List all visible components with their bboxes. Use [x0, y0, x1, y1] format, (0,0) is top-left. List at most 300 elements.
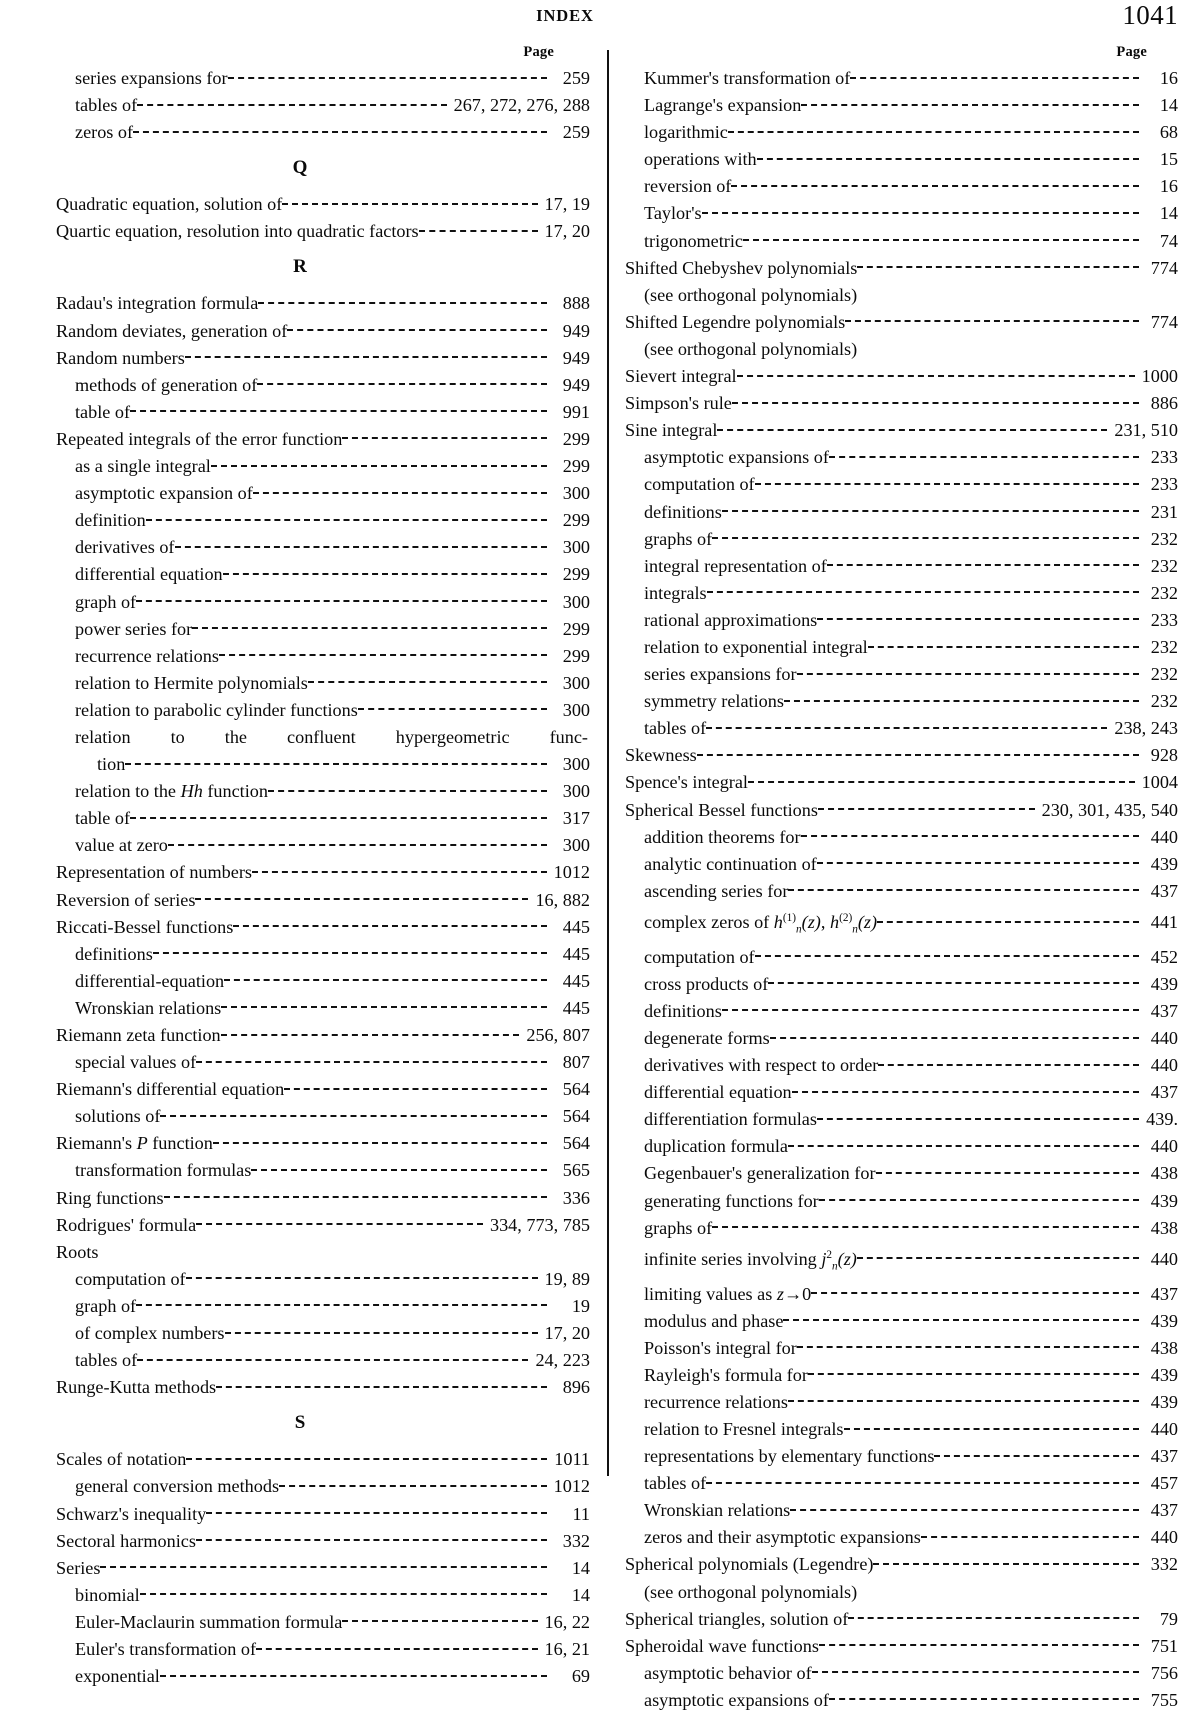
dot-leader: [697, 743, 1139, 761]
dot-leader: [185, 345, 547, 363]
index-entry: [625, 769, 1178, 796]
index-entry-pages: 452: [1150, 946, 1178, 967]
index-entry-pages: 1004: [1141, 772, 1178, 793]
index-entry: [56, 1347, 590, 1374]
index-entry: [56, 1374, 590, 1401]
index-entry-term: Spherical polynomials (Legendre): [625, 1554, 874, 1575]
index-entry-term: Quadratic equation, solution of: [56, 194, 283, 215]
dot-leader: [783, 1308, 1139, 1326]
dot-leader: [186, 1447, 547, 1465]
index-entry-pages: 299: [562, 456, 590, 477]
index-entry-pages: 438: [1150, 1337, 1178, 1358]
index-entry-term: relation to exponential integral: [644, 636, 868, 657]
index-entry-pages: 445: [562, 970, 590, 991]
index-entry: [56, 1663, 590, 1690]
index-entry-term: differential-equation: [75, 970, 225, 991]
index-entry-pages: 1012: [553, 1476, 590, 1497]
dot-leader: [850, 66, 1139, 84]
dot-leader: [282, 192, 537, 210]
index-entry-list-left: [56, 65, 590, 1690]
index-entry-pages: 267, 272, 276, 288: [453, 95, 590, 116]
index-entry-pages: 299: [562, 510, 590, 531]
dot-leader: [728, 120, 1139, 138]
index-entry: [625, 444, 1178, 471]
index-entry: [625, 1308, 1178, 1335]
index-entry-term: special values of: [75, 1052, 197, 1073]
dot-leader: [857, 255, 1139, 273]
index-entry-pages: 437: [1150, 880, 1178, 901]
index-entry: [625, 65, 1178, 92]
index-entry: [56, 218, 590, 245]
index-entry-pages: 24, 223: [535, 1350, 590, 1371]
dot-leader: [219, 644, 547, 662]
index-entry: [625, 742, 1178, 769]
dot-leader: [196, 1212, 483, 1230]
index-entry: [56, 751, 590, 778]
index-entry-pages: 439: [1150, 853, 1178, 874]
index-entry-pages: 232: [1150, 528, 1178, 549]
index-entry-term: transformation formulas: [75, 1160, 252, 1181]
index-entry-pages: 949: [562, 374, 590, 395]
index-entry-pages: 15: [1159, 149, 1178, 170]
index-entry-term: recurrence relations: [644, 1391, 788, 1412]
index-entry-term: zeros and their asymptotic expansions: [644, 1527, 921, 1548]
index-entry-term: Representation of numbers: [56, 862, 252, 883]
index-entry: [625, 944, 1178, 971]
index-entry-pages: 439: [1150, 1310, 1178, 1331]
index-entry-pages: 437: [1150, 1082, 1178, 1103]
dot-leader: [228, 66, 547, 84]
index-entry-pages: 441: [1150, 911, 1178, 932]
index-entry-term: Runge-Kutta methods: [56, 1377, 217, 1398]
index-entry: [625, 417, 1178, 444]
dot-leader: [722, 999, 1139, 1017]
dot-leader: [877, 910, 1139, 928]
index-entry-pages: 1000: [1141, 366, 1178, 387]
dot-leader: [717, 418, 1107, 436]
index-entry: [56, 372, 590, 399]
index-entry-pages: 230, 301, 435, 540: [1041, 799, 1178, 820]
index-entry-term: asymptotic behavior of: [644, 1662, 812, 1683]
index-entry-term: modulus and phase: [644, 1310, 784, 1331]
dot-leader: [808, 1363, 1139, 1381]
index-entry-pages: 1012: [553, 862, 590, 883]
index-entry: [625, 998, 1178, 1025]
index-entry-term: Sine integral: [625, 420, 718, 441]
running-title: INDEX: [536, 6, 594, 25]
dot-leader: [790, 1498, 1139, 1516]
index-entry-pages: 949: [562, 347, 590, 368]
dot-leader: [722, 499, 1139, 517]
index-entry: [625, 851, 1178, 878]
index-entry: [625, 971, 1178, 998]
index-entry-term: solutions of: [75, 1106, 161, 1127]
index-entry-term: symmetry relations: [644, 691, 784, 712]
index-entry-term: Spherical triangles, solution of: [625, 1608, 849, 1629]
index-entry-term: Sievert integral: [625, 366, 737, 387]
index-entry: [56, 1293, 590, 1320]
index-entry-term: Wronskian relations: [644, 1500, 791, 1521]
index-entry: [56, 914, 590, 941]
dot-leader: [186, 1267, 538, 1285]
index-entry-pages: 564: [562, 1079, 590, 1100]
index-entry: [625, 1687, 1178, 1714]
index-entry-term: Schwarz's inequality: [56, 1503, 207, 1524]
dot-leader: [755, 945, 1139, 963]
index-entry-pages: 16, 22: [544, 1611, 590, 1632]
dot-leader: [819, 1634, 1139, 1652]
dot-leader: [342, 427, 547, 445]
index-entry: [56, 887, 590, 914]
dot-leader: [223, 562, 547, 580]
index-entry-pages: 457: [1150, 1473, 1178, 1494]
index-entry-pages: 300: [562, 835, 590, 856]
index-entry-pages: 233: [1150, 447, 1178, 468]
dot-leader: [175, 535, 548, 553]
index-entry: [56, 1212, 590, 1239]
index-entry-list-right: [625, 65, 1178, 1714]
index-entry-pages: 440: [1150, 826, 1178, 847]
dot-leader: [797, 662, 1139, 680]
dot-leader: [934, 1444, 1139, 1462]
index-entry-term: derivatives of: [75, 537, 175, 558]
index-entry: [625, 1215, 1178, 1242]
index-entry: [625, 1362, 1178, 1389]
index-entry-pages: 565: [562, 1160, 590, 1181]
index-entry: [56, 1446, 590, 1473]
dot-leader: [256, 1637, 537, 1655]
index-entry-pages: 439: [1150, 973, 1178, 994]
dot-leader: [268, 779, 547, 797]
index-entry: [625, 661, 1178, 688]
index-entry-pages: 437: [1150, 1000, 1178, 1021]
index-entry-term: general conversion methods: [75, 1476, 280, 1497]
index-entry: [56, 119, 590, 146]
dot-leader: [876, 1161, 1139, 1179]
dot-leader: [788, 879, 1139, 897]
index-entry-pages: 19: [571, 1295, 590, 1316]
index-entry-noleader: (see orthogonal polynomials): [644, 284, 858, 305]
index-entry: [625, 363, 1178, 390]
dot-leader: [732, 391, 1139, 409]
index-entry-pages: 79: [1159, 1608, 1178, 1629]
index-entry: [56, 1266, 590, 1293]
index-entry-pages: 232: [1150, 664, 1178, 685]
dot-leader: [196, 1050, 547, 1068]
index-entry-pages: 74: [1159, 230, 1178, 251]
dot-leader: [788, 1134, 1139, 1152]
dot-leader: [712, 1215, 1139, 1233]
index-entry-pages: 1011: [554, 1449, 590, 1470]
index-entry-pages: 14: [1159, 203, 1178, 224]
index-entry-term: representations by elementary functions: [644, 1446, 935, 1467]
dot-leader: [817, 608, 1139, 626]
index-entry-pages: 445: [562, 997, 590, 1018]
index-entry-pages: 300: [562, 699, 590, 720]
index-entry-term: Repeated integrals of the error function: [56, 428, 343, 449]
dot-leader: [878, 1053, 1139, 1071]
index-entry-term: Wronskian relations: [75, 997, 222, 1018]
dot-leader: [801, 824, 1139, 842]
dot-leader: [819, 1188, 1139, 1206]
index-entry: [56, 65, 590, 92]
index-entry: [625, 1633, 1178, 1660]
index-entry: [56, 616, 590, 643]
index-entry: [56, 453, 590, 480]
dot-leader: [817, 1107, 1139, 1125]
dot-leader: [133, 120, 547, 138]
index-entry: [625, 1389, 1178, 1416]
dot-leader: [737, 364, 1135, 382]
index-entry: [56, 561, 590, 588]
index-columns: [0, 44, 1196, 1714]
index-entry-term: series expansions for: [75, 68, 228, 88]
dot-leader: [818, 797, 1035, 815]
index-entry-pages: 751: [1150, 1635, 1178, 1656]
dot-leader: [768, 972, 1139, 990]
index-entry-pages: 440: [1150, 1527, 1178, 1548]
index-entry-continued-line: relation to the confluent hypergeometric func-: [75, 726, 588, 747]
index-entry-pages: 774: [1150, 311, 1178, 332]
index-entry-term: Riemann zeta function: [56, 1025, 221, 1045]
dot-leader: [221, 996, 547, 1014]
dot-leader: [225, 1321, 538, 1339]
index-entry: [625, 1470, 1178, 1497]
index-entry: [625, 200, 1178, 227]
index-entry-pages: 334, 773, 785: [489, 1214, 590, 1235]
index-entry-term: graphs of: [644, 1217, 713, 1238]
index-entry-term: relation to the Hh function: [75, 781, 268, 802]
section-letter-heading: Q: [292, 157, 308, 179]
index-entry-pages: 336: [562, 1187, 590, 1208]
index-entry-term: Poisson's integral for: [644, 1337, 797, 1358]
dot-leader: [848, 1606, 1139, 1624]
index-entry-term: differential equation: [75, 564, 223, 585]
index-entry-pages: 928: [1150, 745, 1178, 766]
index-entry: [625, 1524, 1178, 1551]
index-entry-term: tables of: [644, 1473, 707, 1494]
index-column-left: [0, 44, 608, 1714]
index-entry-pages: 232: [1150, 691, 1178, 712]
index-entry-pages: 440: [1150, 1027, 1178, 1048]
dot-leader: [287, 318, 547, 336]
index-entry-term: derivatives with respect to order: [644, 1055, 879, 1076]
index-entry: [625, 1551, 1178, 1578]
index-entry-pages: 300: [562, 537, 590, 558]
index-entry-pages: 564: [562, 1133, 590, 1154]
index-entry: [625, 228, 1178, 255]
index-entry-term: Taylor's: [644, 203, 702, 224]
index-entry-term: limiting values as z→0: [644, 1283, 812, 1304]
index-entry-pages: 299: [562, 618, 590, 639]
dot-leader: [868, 635, 1139, 653]
section-letter-heading: R: [293, 256, 307, 278]
dot-leader: [817, 852, 1139, 870]
index-entry: [625, 1606, 1178, 1633]
index-entry: [56, 697, 590, 724]
dot-leader: [702, 201, 1139, 219]
index-entry-term: binomial: [75, 1584, 140, 1605]
index-entry: [56, 426, 590, 453]
dot-leader: [195, 887, 528, 905]
index-entry: [56, 1157, 590, 1184]
index-entry-pages: 68: [1159, 122, 1178, 143]
index-entry: [625, 1335, 1178, 1362]
index-entry-term: Kummer's transformation of: [644, 68, 851, 88]
dot-leader: [137, 1348, 528, 1366]
index-entry-term: methods of generation of: [75, 374, 258, 395]
index-entry: [56, 290, 590, 317]
index-entry-term: integrals: [644, 582, 707, 603]
index-entry-term: degenerate forms: [644, 1027, 770, 1048]
index-entry: [625, 526, 1178, 553]
index-entry-pages: 19, 89: [544, 1268, 590, 1289]
index-entry-term: Riccati-Bessel functions: [56, 916, 234, 937]
index-entry-term: Scales of notation: [56, 1449, 187, 1470]
index-entry-pages: 69: [571, 1666, 590, 1687]
index-entry-pages: 16: [1159, 68, 1178, 88]
index-entry-term: Spherical Bessel functions: [625, 799, 818, 820]
index-entry-pages: 299: [562, 428, 590, 449]
index-entry-pages: 439: [1150, 1364, 1178, 1385]
index-entry-term: Shifted Chebyshev polynomials: [625, 257, 858, 278]
index-entry-term: integral representation of: [644, 555, 827, 576]
dot-leader: [342, 1610, 537, 1628]
index-entry: [625, 1497, 1178, 1524]
index-entry-pages: 300: [562, 483, 590, 504]
index-entry-pages: 231, 510: [1114, 420, 1178, 441]
dot-leader: [829, 1688, 1139, 1706]
dot-leader: [757, 147, 1139, 165]
index-entry-term: Ring functions: [56, 1187, 164, 1208]
index-entry: [56, 643, 590, 670]
dot-leader: [308, 671, 547, 689]
index-entry: [56, 1185, 590, 1212]
dot-leader: [845, 310, 1139, 328]
index-entry-term: duplication formula: [644, 1136, 788, 1157]
index-entry-term: graphs of: [644, 528, 713, 549]
index-entry-pages: 14: [571, 1557, 590, 1578]
index-entry-term: Euler-Maclaurin summation formula: [75, 1611, 343, 1632]
index-entry: [56, 968, 590, 995]
index-entry-term: Random deviates, generation of: [56, 320, 288, 341]
index-entry-pages: 439: [1150, 1190, 1178, 1211]
index-entry: [56, 92, 590, 119]
index-entry-term: Sectoral harmonics: [56, 1530, 196, 1551]
index-entry-pages: 896: [562, 1377, 590, 1398]
dot-leader: [419, 219, 538, 237]
index-entry-pages: 991: [562, 401, 590, 422]
index-entry: [625, 390, 1178, 417]
index-entry: [625, 824, 1178, 851]
dot-leader: [140, 1583, 547, 1601]
dot-leader: [211, 454, 547, 472]
index-entry-pages: 300: [562, 672, 590, 693]
dot-leader: [258, 291, 547, 309]
dot-leader: [146, 508, 547, 526]
index-entry-term: definitions: [644, 1000, 722, 1021]
index-entry-term: Rayleigh's formula for: [644, 1364, 808, 1385]
index-entry: [625, 1242, 1178, 1281]
index-entry: [56, 805, 590, 832]
index-entry-term: Series: [56, 1557, 101, 1578]
index-entry: [56, 1130, 590, 1157]
index-entry: [625, 119, 1178, 146]
index-entry: [56, 670, 590, 697]
index-entry-noleader: Roots: [56, 1241, 99, 1262]
index-entry-pages: 317: [562, 808, 590, 829]
index-entry: [625, 173, 1178, 200]
index-entry: [56, 1076, 590, 1103]
dot-leader: [811, 1281, 1139, 1299]
index-entry-term: tables of: [75, 95, 138, 116]
index-entry-term: exponential: [75, 1666, 160, 1687]
dot-leader: [213, 1131, 547, 1149]
index-entry-pages: 259: [562, 122, 590, 143]
index-entry-term: tables of: [75, 1350, 138, 1371]
dot-leader: [706, 716, 1107, 734]
index-entry-term: Euler's transformation of: [75, 1638, 257, 1659]
index-entry-pages: 11: [572, 1503, 590, 1524]
dot-leader: [358, 698, 547, 716]
dot-leader: [829, 445, 1139, 463]
index-entry: [625, 1416, 1178, 1443]
index-entry-pages: 445: [562, 916, 590, 937]
dot-leader: [252, 860, 547, 878]
index-entry: [56, 1636, 590, 1663]
index-entry-term: asymptotic expansion of: [75, 483, 253, 504]
index-entry-term: value at zero: [75, 835, 168, 856]
index-entry-term: differentiation formulas: [644, 1109, 817, 1130]
index-entry-pages: 17, 20: [544, 221, 590, 242]
index-entry-term: Riemann's differential equation: [56, 1079, 285, 1100]
index-entry-term: Spheroidal wave functions: [625, 1635, 819, 1656]
index-entry-term: definitions: [75, 943, 153, 964]
dot-leader: [206, 1501, 547, 1519]
index-entry: [56, 1528, 590, 1555]
index-entry-pages: 440: [1150, 1248, 1178, 1269]
index-entry-pages: 756: [1150, 1662, 1178, 1683]
dot-leader: [160, 1104, 547, 1122]
index-entry-term: Rodrigues' formula: [56, 1214, 197, 1235]
index-entry-term: Radau's integration formula: [56, 293, 259, 314]
index-entry: [625, 905, 1178, 944]
index-entry-term: ascending series for: [644, 880, 789, 901]
dot-leader: [224, 969, 547, 987]
index-entry-pages: 14: [1159, 95, 1178, 116]
page-column-header-right: Page: [1116, 44, 1147, 60]
index-entry: [56, 1022, 590, 1049]
index-entry: [625, 1160, 1178, 1187]
index-entry-term: zeros of: [75, 122, 134, 143]
index-entry-term: analytic continuation of: [644, 853, 817, 874]
dot-leader: [788, 1390, 1139, 1408]
index-entry-pages: 14: [571, 1584, 590, 1605]
index-entry-pages: 437: [1150, 1283, 1178, 1304]
index-entry: [56, 589, 590, 616]
index-entry-term: tables of: [644, 718, 707, 739]
index-entry-noleader: (see orthogonal polynomials): [644, 338, 858, 359]
index-entry-pages: 16, 882: [535, 889, 590, 910]
dot-leader: [284, 1077, 547, 1095]
index-entry: [625, 715, 1178, 742]
index-entry: [625, 255, 1178, 282]
index-entry-term: computation of: [644, 474, 755, 495]
index-entry-pages: 300: [562, 591, 590, 612]
index-entry-pages: 16: [1159, 176, 1178, 197]
index-entry-term: Shifted Legendre polynomials: [625, 311, 846, 332]
index-entry-term: generating functions for: [644, 1190, 819, 1211]
